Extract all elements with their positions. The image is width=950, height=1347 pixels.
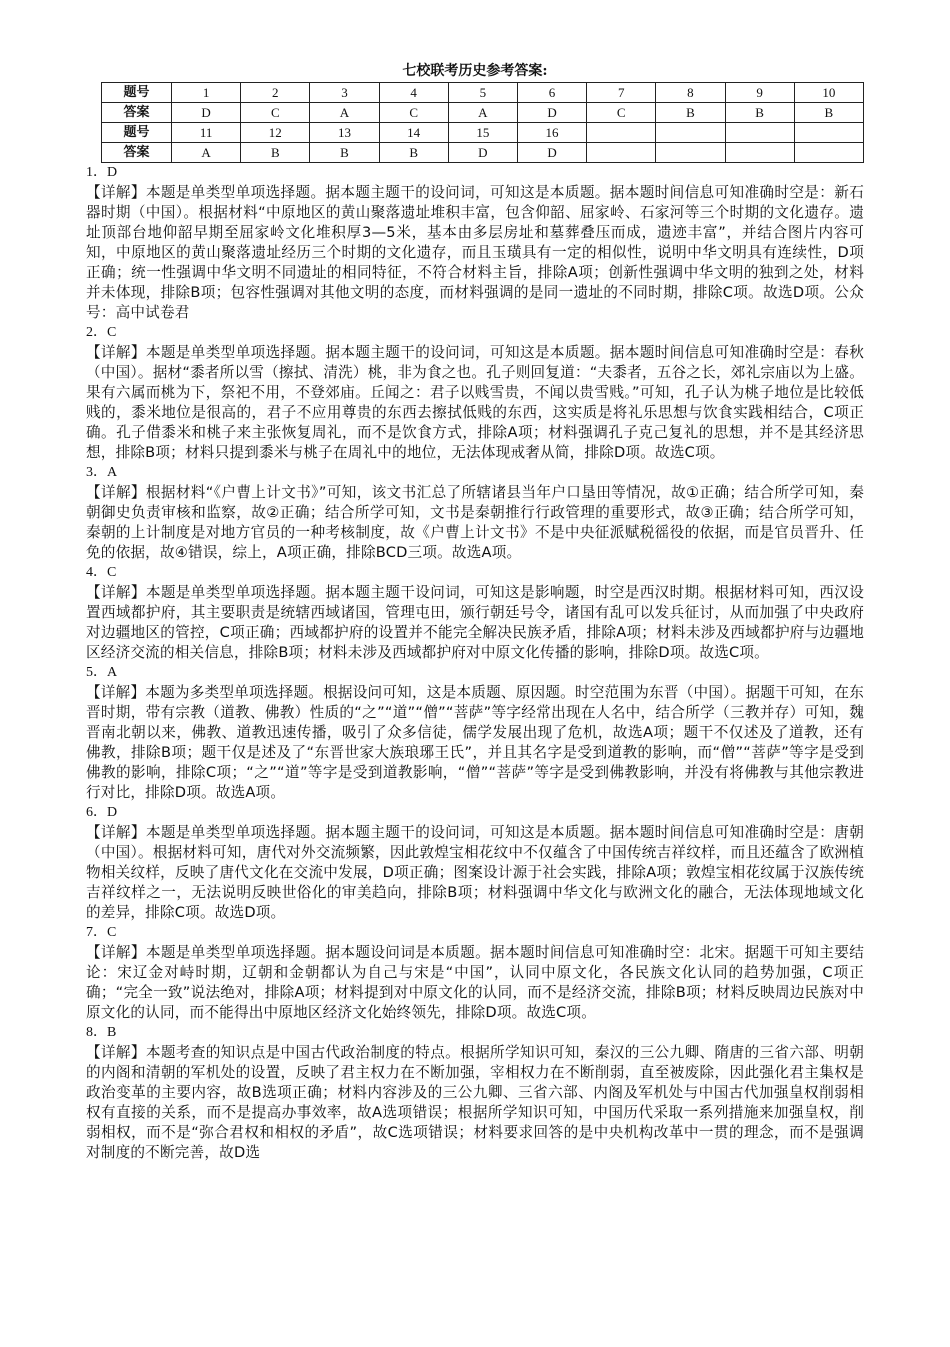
table-cell: B — [241, 143, 310, 163]
table-cell — [587, 143, 656, 163]
table-cell: 2 — [241, 83, 310, 103]
table-cell: 14 — [379, 123, 448, 143]
table-cell: 4 — [379, 83, 448, 103]
table-cell: D — [517, 143, 586, 163]
table-cell: B — [656, 103, 725, 123]
table-row-header: 答案 — [102, 143, 172, 163]
table-cell: 5 — [448, 83, 517, 103]
table-cell: B — [379, 143, 448, 163]
table-row-header: 题号 — [102, 123, 172, 143]
table-cell: C — [587, 103, 656, 123]
table-row — [102, 143, 864, 163]
table-cell: C — [379, 103, 448, 123]
table-cell — [656, 123, 725, 143]
table-cell: D — [448, 143, 517, 163]
table-cell: D — [172, 103, 241, 123]
answer-explanation: 【详解】根据材料“《户曹上计文书》”可知，该文书汇总了所辖诸县当年户口垦田等情况，故①正确；结合所学可知，秦朝御史负责审核和监察，故②正确；结合所学可知，文书是秦朝推行行政管理的重要形式，故③正确；结合所学可知，秦朝的上计制度是对地方官员的一种考核制度，故《户曹上计文书》不是中央征派赋税徭役的依据，而是官员晋升、任免的依据，故④错误，综上，A项正确，排除BCD三项。故选A项。 — [86, 484, 864, 561]
answer-heading: 1．D — [86, 165, 118, 180]
answer-item — [86, 163, 864, 323]
answer-item — [86, 563, 864, 663]
answer-item — [86, 803, 864, 923]
table-cell: D — [517, 103, 586, 123]
table-row-header: 答案 — [102, 103, 172, 123]
answer-heading: 4．C — [86, 565, 117, 580]
table-cell: 9 — [725, 83, 794, 103]
answer-explanation: 【详解】本题是单类型单项选择题。据本题主题干的设问词，可知这是本质题。据本题时间信息可知准确时空是：春秋（中国）。据材“黍者所以雪（擦拭、清洗）桃，非为食之也。孔子则回复道：“夫黍者，五谷之长，郊礼宗庙以为上盛。果有六属而桃为下，祭祀不用，不登郊庙。丘闻之：君子以贱雪贵，不闻以贵雪贱。”可知，孔子认为桃子地位是比较低贱的，黍米地位是很高的，君子不应用尊贵的东西去擦拭低贱的东西，这实质是将礼乐思想与饮食实践相结合，C项正确。孔子借黍米和桃子来主张恢复周礼，而不是饮食方式，排除A项；材料强调孔子克己复礼的思想，并不是其经济思想，排除B项；材料只提到黍米与桃子在周礼中的地位，无法体现戒奢从简，排除D项。故选C项。 — [86, 344, 864, 461]
table-cell: 13 — [310, 123, 379, 143]
table-cell — [587, 123, 656, 143]
table-row — [102, 83, 864, 103]
table-cell: 12 — [241, 123, 310, 143]
answer-heading: 6．D — [86, 805, 118, 820]
table-cell: B — [725, 103, 794, 123]
answer-heading: 2．C — [86, 325, 117, 340]
answer-item — [86, 923, 864, 1023]
table-cell — [794, 123, 863, 143]
table-cell: A — [310, 103, 379, 123]
document-page — [86, 62, 864, 1163]
answer-explanation: 【详解】本题是单类型单项选择题。据本题设问词是本质题。据本题时间信息可知准确时空：北宋。据题干可知主要结论：宋辽金对峙时期，辽朝和金朝都认为自己与宋是“中国”，认同中原文化，各民族文化认同的趋势加强，C项正确；“完全一致”说法绝对，排除A项；材料提到对中原文化的认同，而不是经济交流，排除B项；材料反映周边民族对中原文化的认同，而不能得出中原地区经济文化始终领先，排除D项。故选C项。 — [86, 944, 864, 1021]
table-cell: B — [310, 143, 379, 163]
table-cell: 7 — [587, 83, 656, 103]
answer-explanation: 【详解】本题为多类型单项选择题。根据设问可知，这是本质题、原因题。时空范围为东晋（中国）。据题干可知，在东晋时期，带有宗教（道教、佛教）性质的“之”“道”“僧”“菩萨”等字经常出现在人名中，结合所学（三教并存）可知，魏晋南北朝以来，佛教、道教迅速传播，吸引了众多信徒，儒学发展出现了危机，故选A项；题干不仅述及了道教，还有佛教，排除B项；题干仅是述及了“东晋世家大族琅琊王氏”，并且其名字是受到道教的影响，而“僧”“菩萨”等字是受到佛教的影响，排除C项；“之”“道”等字是受到道教影响，“僧”“菩萨”等字是受到佛教影响，并没有将佛教与其他宗教进行对比，排除D项。故选A项。 — [86, 684, 864, 801]
table-cell: A — [448, 103, 517, 123]
table-cell — [656, 143, 725, 163]
table-cell: 15 — [448, 123, 517, 143]
answer-heading: 7．C — [86, 925, 117, 940]
answer-item — [86, 1023, 864, 1163]
table-cell: 16 — [517, 123, 586, 143]
table-cell — [725, 123, 794, 143]
table-cell — [794, 143, 863, 163]
answer-explanation: 【详解】本题是单类型单项选择题。据本题主题干设问词，可知这是影响题，时空是西汉时期。根据材料可知，西汉设置西域都护府，其主要职责是统辖西域诸国，管理屯田，颁行朝廷号令，诸国有乱可以发兵征讨，从而加强了中央政府对边疆地区的管控，C项正确；西域都护府的设置并不能完全解决民族矛盾，排除A项；材料未涉及西域都护府与边疆地区经济交流的相关信息，排除B项；材料未涉及西域都护府对中原文化传播的影响，排除D项。故选C项。 — [86, 584, 864, 661]
answer-explanation: 【详解】本题是单类型单项选择题。据本题主题干的设问词，可知这是本质题。据本题时间信息可知准确时空是：新石器时期（中国）。根据材料“中原地区的黄山聚落遗址堆积丰富，包含仰韶、屈家岭、石家河等三个时期的文化遗存。遗址顶部台地仰韶早期至屈家岭文化堆积厚3—5米，基本由多层房址和墓葬叠压而成，遗迹丰富”，并结合图片内容可知，中原地区的黄山聚落遗址经历三个时期的文化遗存，而且玉璜具有一定的相似性，说明中华文明具有连续性，D项正确；统一性强调中华文明不同遗址的相同特征，不符合材料主旨，排除A项；创新性强调中华文明的独到之处，材料并未体现，排除B项；包容性强调对其他文明的态度，而材料强调的是同一遗址的不同时期，排除C项。故选D项。公众号：高中试卷君 — [86, 184, 864, 321]
table-cell: A — [172, 143, 241, 163]
answer-explanations — [86, 163, 864, 1163]
document-title: 七校联考历史参考答案: — [402, 63, 548, 79]
answer-heading: 3．A — [86, 465, 118, 480]
answer-item — [86, 663, 864, 803]
table-cell: 11 — [172, 123, 241, 143]
table-cell: 6 — [517, 83, 586, 103]
table-cell: 1 — [172, 83, 241, 103]
table-cell: 3 — [310, 83, 379, 103]
answer-item — [86, 323, 864, 463]
table-row — [102, 123, 864, 143]
table-cell — [725, 143, 794, 163]
table-cell: C — [241, 103, 310, 123]
table-row-header: 题号 — [102, 83, 172, 103]
answer-heading: 8．B — [86, 1025, 117, 1040]
answer-item — [86, 463, 864, 563]
table-cell: B — [794, 103, 863, 123]
answer-heading: 5．A — [86, 665, 118, 680]
answer-explanation: 【详解】本题是单类型单项选择题。据本题主题干的设问词，可知这是本质题。据本题时间信息可知准确时空是：唐朝（中国）。根据材料可知，唐代对外交流频繁，因此敦煌宝相花纹中不仅蕴含了中国传统吉祥纹样，而且还蕴含了欧洲植物相关纹样，反映了唐代文化在交流中发展，D项正确；图案设计源于社会实践，排除A项；敦煌宝相花纹属于汉族传统吉祥纹样之一，无法说明反映世俗化的审美趋向，排除B项；材料强调中华文化与欧洲文化的融合，无法体现地域文化的差异，排除C项。故选D项。 — [86, 824, 864, 921]
answer-table — [101, 82, 864, 163]
table-cell: 8 — [656, 83, 725, 103]
answer-explanation: 【详解】本题考查的知识点是中国古代政治制度的特点。根据所学知识可知，秦汉的三公九卿、隋唐的三省六部、明朝的内阁和清朝的军机处的设置，反映了君主权力在不断加强，宰相权力在不断削弱，直至被废除，因此强化君主集权是政治变革的主要内容，故B选项正确；材料内容涉及的三公九卿、三省六部、内阁及军机处与中国古代加强皇权削弱相权有直接的关系，而不是提高办事效率，故A选项错误；根据所学知识可知，中国历代采取一系列措施来加强皇权，削弱相权，而不是“弥合君权和相权的矛盾”，故C选项错误；材料要求回答的是中央机构改革中一贯的理念，而不是强调对制度的不断完善，故D选 — [86, 1044, 864, 1161]
table-row — [102, 103, 864, 123]
table-cell: 10 — [794, 83, 863, 103]
